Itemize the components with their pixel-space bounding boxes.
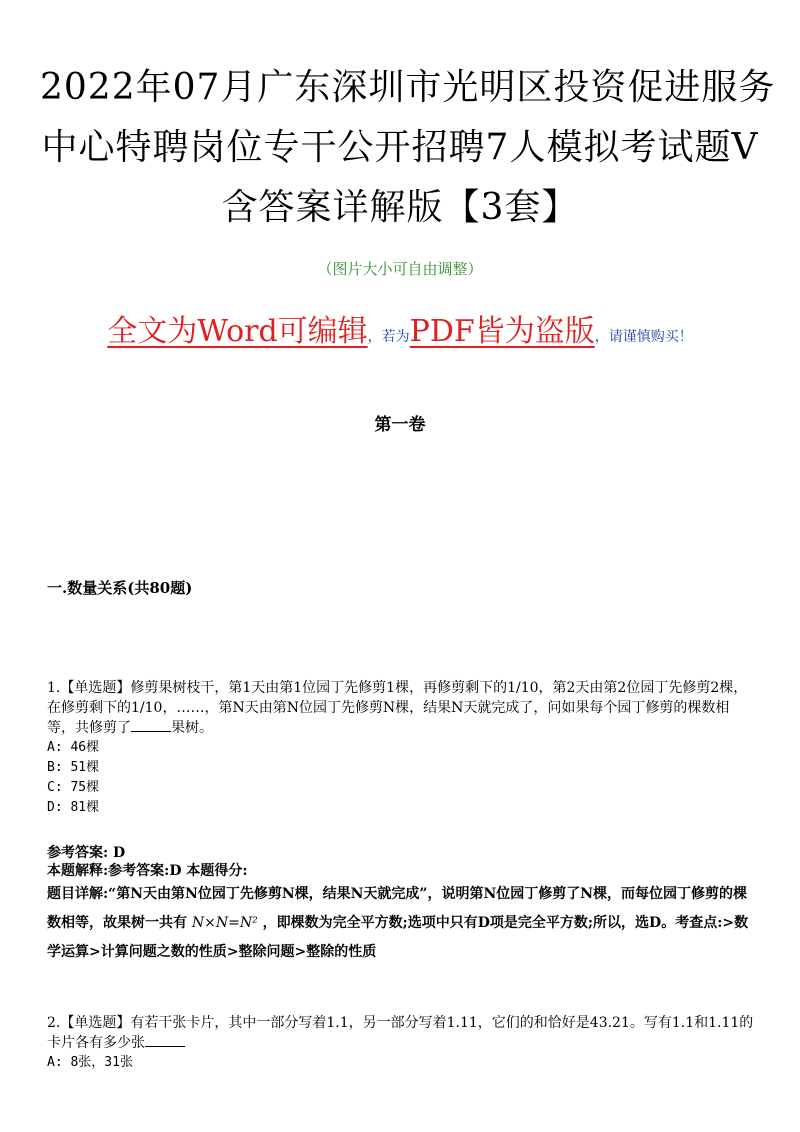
question-2	[47, 1013, 757, 1073]
question-1-text	[47, 678, 757, 738]
copyright-warning	[0, 306, 800, 350]
warning-pdf-pirated: PDF皆为盗版	[409, 314, 595, 349]
answer-explanation: 本题解释:参考答案:D 本题得分:	[47, 863, 248, 879]
detail-part-1: 题目详解:“第N天由第N位园丁先修剪N棵，结果N天就完成”，说明第N位园丁修剪了N棵，而每位园丁修剪的棵数相等，故果树一共有	[47, 886, 748, 931]
question-2-options	[47, 1053, 757, 1073]
question-2-text	[47, 1013, 757, 1053]
section-heading: 一.数量关系(共80题)	[47, 579, 193, 597]
question-1-stem: 1.【单选题】修剪果树枝干，第1天由第1位园丁先修剪1棵，再修剪剩下的1/10，第2天由第2位园丁先修剪2棵，在修剪剩下的1/10，……，第N天由第N位园丁先修剪N棵，结果N天就完成了，问如果每个园丁修剪的棵数相等，共修剪了	[47, 680, 748, 736]
question-2-stem: 2.【单选题】有若干张卡片，其中一部分写着1.1，另一部分写着1.11，它们的和恰好是43.21。写有1.1和1.11的卡片各有多少张	[47, 1015, 754, 1051]
question-1-options	[47, 738, 757, 818]
image-size-note: （图片大小可自由调整）	[317, 260, 483, 278]
warning-word-editable: 全文为Word可编辑	[107, 314, 368, 349]
option-a: A: 8张，31张	[47, 1055, 133, 1070]
option-b: B: 51棵	[47, 760, 100, 775]
formula: N×N=N²	[191, 915, 258, 931]
question-1-answer-block	[47, 844, 757, 967]
answer-detail	[47, 880, 757, 967]
detail-part-2: ，即棵数为完全平方数;选项中只有D项是完全平方数;所以，选D。考查点:>数学运算>计算问题之数的性质>整除问题>整除的性质	[47, 915, 749, 960]
title-line-3: 含答案详解版【3套】	[221, 187, 579, 228]
volume-heading: 第一卷	[374, 415, 426, 435]
answer-blank	[145, 1034, 185, 1047]
warning-if: ，若为	[367, 329, 410, 345]
option-a: A: 46棵	[47, 740, 100, 755]
question-1-stem-end: 果树。	[171, 720, 213, 736]
option-d: D: 81棵	[47, 800, 100, 815]
reference-answer: 参考答案: D	[47, 845, 126, 861]
title-line-1: 2022年07月广东深圳市光明区投资促进服务	[40, 67, 776, 108]
answer-blank	[131, 719, 171, 732]
question-1	[47, 678, 757, 818]
warning-buy-carefully: ，请谨慎购买！	[594, 329, 693, 345]
title-line-2: 中心特聘岗位专干公开招聘7人模拟考试题V	[41, 127, 759, 168]
option-c: C: 75棵	[47, 780, 100, 795]
document-title	[40, 58, 776, 238]
